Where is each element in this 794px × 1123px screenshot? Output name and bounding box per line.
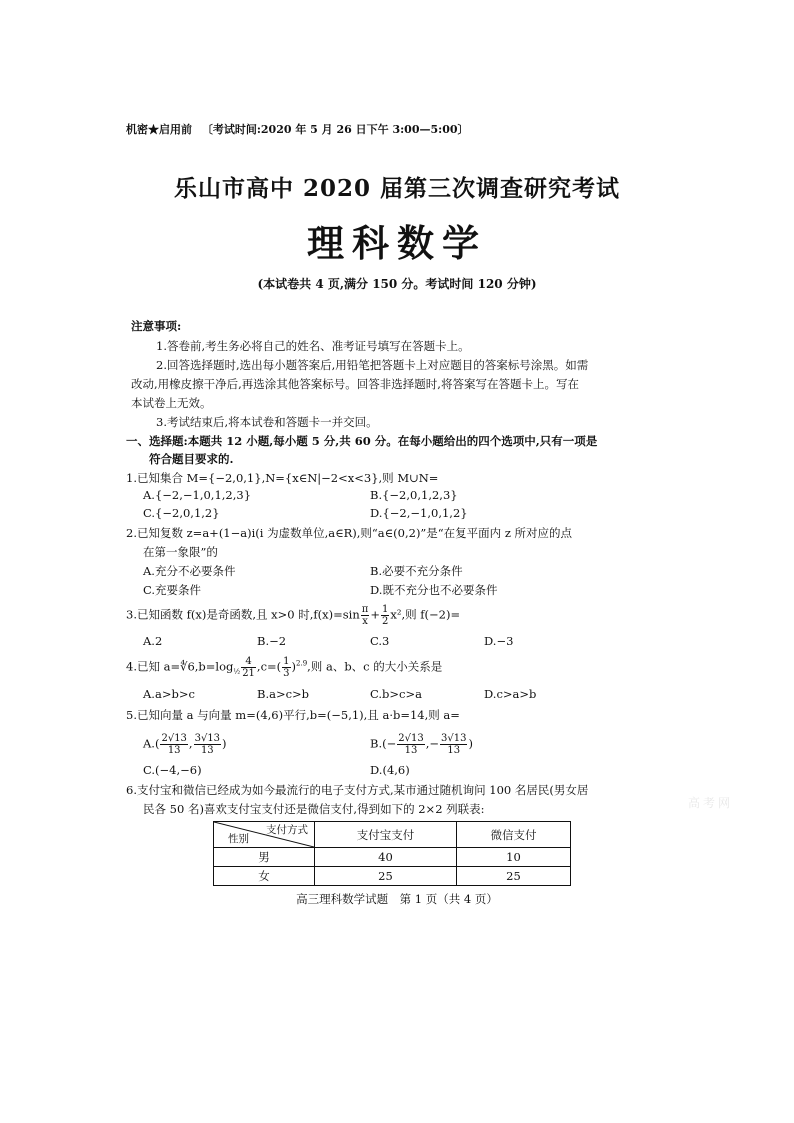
q3-option-c: C.3 bbox=[370, 634, 390, 648]
q3-fraction-pi-over-x: $\frac{\pi}{x}$ bbox=[361, 604, 369, 627]
corner-label-gender: 性别 bbox=[228, 833, 249, 845]
q3-option-b: B.−2 bbox=[257, 634, 287, 648]
q2-option-b: B.必要不充分条件 bbox=[370, 564, 463, 578]
q3-stem-post: ,则 f(−2)= bbox=[401, 607, 461, 622]
section-heading: 一、选择题:本题共 12 小题,每小题 5 分,共 60 分。在每小题给出的四个选项中,只有一项是 bbox=[126, 434, 598, 448]
q4-log-base: ½ bbox=[233, 667, 241, 676]
notice-item: 本试卷上无效。 bbox=[131, 396, 212, 410]
q3-option-a: A.2 bbox=[143, 634, 163, 648]
exam-info: (本试卷共 4 页,满分 150 分。考试时间 120 分钟) bbox=[257, 277, 537, 291]
question-5-stem: 5.已知向量 a 与向量 m=(4,6)平行,b=(−5,1),且 a·b=14,则 a= bbox=[126, 708, 460, 722]
q3-stem-pre: 3.已知函数 f(x)是奇函数,且 x>0 时,f(x)=sin bbox=[126, 607, 360, 622]
question-1-stem: 1.已知集合 M={−2,0,1},N={x∈N|−2<x<3},则 M∪N= bbox=[126, 471, 439, 485]
q5-option-c: C.(−4,−6) bbox=[143, 763, 202, 777]
question-2-stem-cont: 在第一象限”的 bbox=[143, 545, 218, 559]
table-row bbox=[214, 867, 571, 886]
row-label-male: 男 bbox=[214, 848, 315, 867]
column-header-alipay: 支付宝支付 bbox=[315, 822, 457, 848]
table-cell: 10 bbox=[456, 848, 570, 867]
q3-x-squared: x² bbox=[390, 607, 402, 622]
table-header-row bbox=[214, 822, 571, 848]
question-2-stem: 2.已知复数 z=a+(1−a)i(i 为虚数单位,a∈R),则“a∈(0,2)”是“在复平面内 z 所对应的点 bbox=[126, 526, 573, 540]
notice-heading: 注意事项: bbox=[131, 319, 182, 333]
row-label-female: 女 bbox=[214, 867, 315, 886]
watermark: 高考网 bbox=[688, 796, 734, 810]
q5-option-d: D.(4,6) bbox=[370, 763, 410, 777]
confidential-mark: 机密★启用前 bbox=[126, 123, 192, 136]
q5-option-a: A.( $\frac{2√13}{13}$ , $\frac{3√13}{13}$ ) bbox=[143, 733, 227, 756]
q4-option-c: C.b>c>a bbox=[370, 687, 422, 701]
q4-option-d: D.c>a>b bbox=[484, 687, 537, 701]
header-line bbox=[126, 121, 469, 137]
q2-option-c: C.充要条件 bbox=[143, 583, 202, 597]
notice-item: 1.答卷前,考生务必将自己的姓名、准考证号填写在答题卡上。 bbox=[156, 339, 470, 353]
question-4-stem: 4.已知 $a=∜6,b=\log_{\frac{1}{2}}$ $\frac{4}{21}$ ,c=( $\frac{1}{3}$ )$^{2.9}$,则 a、b、c 的大小关系是 bbox=[126, 656, 443, 679]
q1-option-d: D.{−2,−1,0,1,2} bbox=[370, 506, 468, 520]
q4-option-a: A.a>b>c bbox=[143, 687, 195, 701]
page-footer: 高三理科数学试题 第 1 页（共 4 页） bbox=[296, 892, 498, 906]
notice-item: 2.回答选择题时,选出每小题答案后,用铅笔把答题卡上对应题目的答案标号涂黑。如需 bbox=[156, 358, 589, 372]
notice-item: 3.考试结束后,将本试卷和答题卡一并交回。 bbox=[156, 415, 378, 429]
column-header-wechat: 微信支付 bbox=[456, 822, 570, 848]
notice-item: 改动,用橡皮擦干净后,再选涂其他答案标号。回答非选择题时,将答案写在答题卡上。写在 bbox=[131, 377, 579, 391]
contingency-table bbox=[213, 821, 571, 886]
table-corner-cell bbox=[214, 822, 315, 848]
q1-option-a: A.{−2,−1,0,1,2,3} bbox=[143, 488, 252, 502]
question-6-stem: 6.支付宝和微信已经成为如今最流行的电子支付方式,某市通过随机询问 100 名居民(男女居 bbox=[126, 783, 589, 797]
subject-title: 理科数学 bbox=[307, 221, 487, 265]
q5-option-b: B.(− $\frac{2√13}{13}$ ,− $\frac{3√13}{13}$ ) bbox=[370, 733, 473, 756]
q2-option-d: D.既不充分也不必要条件 bbox=[370, 583, 498, 597]
q2-option-a: A.充分不必要条件 bbox=[143, 564, 236, 578]
school-title: 乐山市高中 2020 届第三次调查研究考试 bbox=[173, 175, 621, 202]
corner-label-payment: 支付方式 bbox=[266, 824, 308, 836]
q4-fraction-4-21: $\frac{4}{21}$ bbox=[242, 656, 255, 679]
q4-fraction-one-third: $\frac{1}{3}$ bbox=[283, 656, 290, 679]
q4-exponent: 2.9 bbox=[296, 659, 308, 668]
q3-option-d: D.−3 bbox=[484, 634, 514, 648]
table-cell: 25 bbox=[456, 867, 570, 886]
question-6-stem-cont: 民各 50 名)喜欢支付宝支付还是微信支付,得到如下的 2×2 列联表: bbox=[143, 802, 485, 816]
table-cell: 40 bbox=[315, 848, 457, 867]
q1-option-c: C.{−2,0,1,2} bbox=[143, 506, 220, 520]
exam-time-note: 〔考试时间:2020 年 5 月 26 日下午 3:00—5:00〕 bbox=[201, 123, 469, 136]
q1-option-b: B.{−2,0,1,2,3} bbox=[370, 488, 458, 502]
q4-option-b: B.a>c>b bbox=[257, 687, 310, 701]
question-3-stem: 3.已知函数 f(x)是奇函数,且 x>0 时,f(x)=sin $\frac{\pi}{x}$ + $\frac{1}{2}$ x²,则 f(−2)= bbox=[126, 604, 461, 627]
table-cell: 25 bbox=[315, 867, 457, 886]
table-row bbox=[214, 848, 571, 867]
q3-fraction-half: $\frac{1}{2}$ bbox=[381, 604, 389, 627]
section-heading-cont: 符合题目要求的. bbox=[149, 452, 234, 466]
